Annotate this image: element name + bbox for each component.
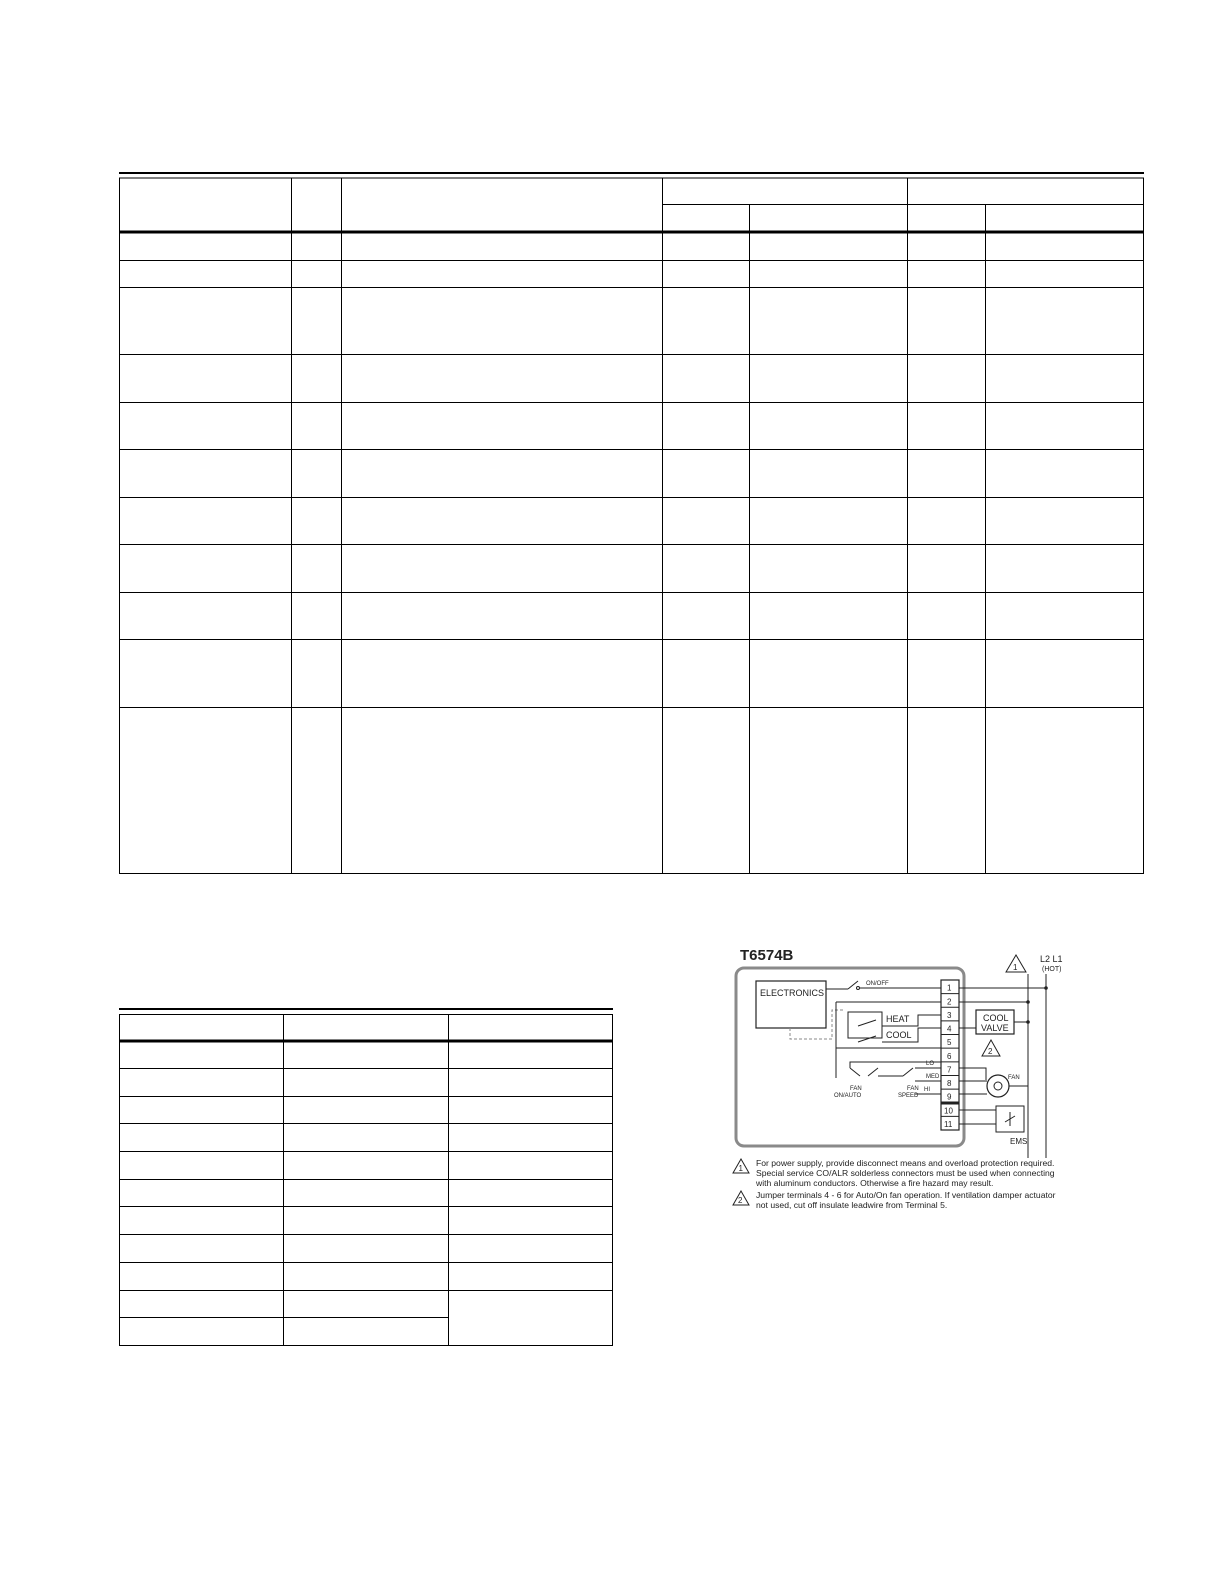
fan-on-auto-label-2: ON/AUTO: [834, 1093, 862, 1099]
fan-on-auto-label-1: FAN: [850, 1086, 862, 1092]
terminal-9: 9: [947, 1092, 952, 1102]
terminal-4: 4: [947, 1024, 952, 1034]
cool-valve-label-2: VALVE: [981, 1023, 1009, 1033]
note-2-triangle-icon: [732, 1190, 750, 1206]
small-table: [119, 1008, 613, 1346]
speed-hi-label: HI: [924, 1087, 930, 1093]
wiring-diagram: [728, 940, 1068, 1230]
warning-triangle-2-number: 2: [988, 1047, 993, 1056]
speed-med-label: MED: [926, 1074, 940, 1080]
note-1-marker: 1: [738, 1164, 743, 1173]
small-table-grid: [119, 1008, 613, 1346]
fan-motor-label: FAN: [1008, 1075, 1020, 1081]
electronics-label: ELECTRONICS: [760, 988, 825, 998]
terminal-7: 7: [947, 1065, 952, 1075]
terminal-5: 5: [947, 1038, 952, 1048]
ems-label: EMS: [1010, 1137, 1028, 1146]
fan-motor-icon: [987, 1075, 1009, 1097]
diagram-note-1: [732, 1158, 1062, 1188]
model-title: T6574B: [740, 947, 794, 964]
cool-label: COOL: [886, 1030, 912, 1040]
terminal-1: 1: [947, 983, 952, 993]
main-table: [119, 172, 1144, 874]
terminal-11: 11: [944, 1120, 953, 1129]
diagram-note-2: [732, 1190, 1062, 1210]
terminal-2: 2: [947, 997, 952, 1007]
speed-lo-label: LO: [926, 1061, 935, 1067]
supply-hot-label: (HOT): [1042, 966, 1062, 973]
note-2-text: Jumper terminals 4 - 6 for Auto/On fan operation. If ventilation damper actuator not used, cut off insulate leadwire from Terminal 5.: [756, 1190, 1056, 1210]
diagram-notes: [732, 1158, 1062, 1212]
fan-speed-label-2: SPEED: [898, 1093, 919, 1099]
cool-valve-label-1: COOL: [983, 1013, 1009, 1023]
fan-speed-label-1: FAN: [907, 1086, 919, 1092]
wiring-diagram-drawing: [728, 940, 1068, 1158]
note-1-triangle-icon: [732, 1158, 750, 1174]
note-1-text: For power supply, provide disconnect means and overload protection required. Special service CO/ALR solderless connectors must be used when connecting with aluminum conductors. Otherwise a fire hazard may result.: [756, 1158, 1055, 1188]
terminal-6: 6: [947, 1051, 952, 1061]
heat-cool-relay: [848, 1012, 882, 1038]
main-table-grid: [119, 172, 1144, 874]
note-2-marker: 2: [738, 1196, 743, 1205]
warning-triangle-1-number: 1: [1013, 963, 1018, 972]
supply-lines-label: L2 L1: [1040, 954, 1063, 964]
terminal-3: 3: [947, 1010, 952, 1020]
terminal-8: 8: [947, 1079, 952, 1089]
on-off-label: ON/OFF: [866, 981, 889, 987]
terminal-10: 10: [944, 1106, 953, 1116]
heat-label: HEAT: [886, 1014, 910, 1024]
